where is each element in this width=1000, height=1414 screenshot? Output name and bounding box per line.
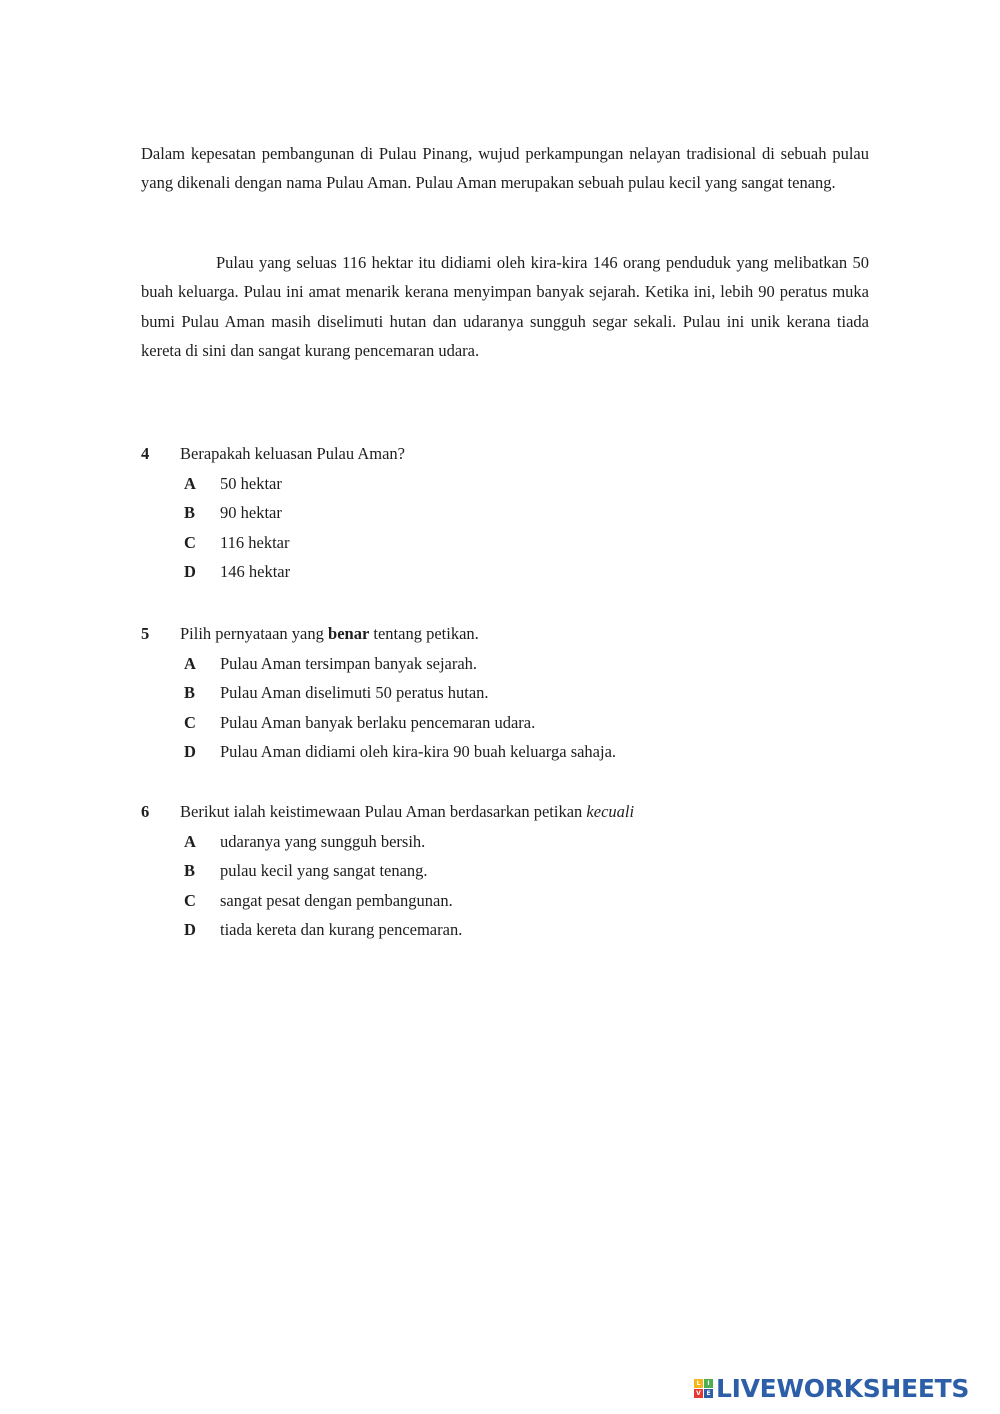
liveworksheets-branding[interactable] [694,1374,969,1403]
option-text: 90 hektar [220,503,282,522]
option-d[interactable] [141,737,881,767]
option-letter: B [184,683,196,702]
question-text: Pilih pernyataan yang [180,624,329,643]
question-emphasis: benar [328,624,370,643]
option-text: udaranya yang sungguh bersih. [220,831,426,851]
option-c[interactable] [141,708,881,738]
logo-tile-e: E [704,1389,713,1398]
option-text: 146 hektar [220,562,291,581]
option-letter: A [184,473,196,493]
logo-tile-l: L [694,1379,703,1388]
option-letter: D [184,742,196,761]
question-number: 5 [141,624,150,643]
option-text: Pulau Aman banyak berlaku pencemaran udara. [220,712,536,732]
option-text: sangat pesat dengan pembangunan. [220,890,453,910]
option-d[interactable] [141,915,881,945]
option-text: Pulau Aman diselimuti 50 peratus hutan. [220,683,489,702]
question-text: Berapakah keluasan Pulau Aman? [180,444,405,463]
option-letter: C [184,532,196,552]
option-text: pulau kecil yang sangat tenang. [220,861,428,880]
question-stem [141,619,881,649]
option-text: 50 hektar [220,473,282,493]
question-emphasis: kecuali [586,802,635,821]
question-4 [141,439,881,587]
option-b[interactable] [141,856,881,886]
option-letter: B [184,861,196,880]
question-number: 6 [141,802,150,821]
option-letter: A [184,653,196,673]
option-d[interactable] [141,557,881,587]
question-6 [141,797,881,945]
option-a[interactable] [141,469,881,499]
option-c[interactable] [141,528,881,558]
option-b[interactable] [141,678,881,708]
passage-paragraph-1: Dalam kepesatan pembangunan di Pulau Pinang, wujud perkampungan nelayan tradisional di sebuah pulau yang dikenali dengan nama Pulau Aman. Pulau Aman merupakan sebuah pulau kecil yang sangat tenang. [141,144,869,193]
question-stem [141,797,881,827]
option-letter: D [184,920,196,939]
liveworksheets-logo-text: LIVEWORKSHEETS [716,1374,970,1403]
question-text-end: tentang petikan. [369,624,479,643]
question-number: 4 [141,444,150,463]
question-text: Berikut ialah keistimewaan Pulau Aman berdasarkan petikan [180,802,587,821]
option-text: Pulau Aman tersimpan banyak sejarah. [220,653,478,673]
option-letter: C [184,890,196,910]
option-text: 116 hektar [220,532,290,552]
logo-tile-i: I [704,1379,713,1388]
liveworksheets-logo-icon [694,1379,713,1398]
option-letter: A [184,831,196,851]
option-text: Pulau Aman didiami oleh kira-kira 90 buah keluarga sahaja. [220,742,617,761]
option-letter: C [184,712,196,732]
logo-tile-v: V [694,1389,703,1398]
option-b[interactable] [141,498,881,528]
option-a[interactable] [141,827,881,857]
option-c[interactable] [141,886,881,916]
question-5 [141,619,881,767]
option-text: tiada kereta dan kurang pencemaran. [220,920,463,939]
passage-paragraph-2: Pulau yang seluas 116 hektar itu didiami oleh kira-kira 146 orang penduduk yang melibatkan 50 buah keluarga. Pulau ini amat menarik kerana menyimpan banyak sejarah. Ketika ini, lebih 90 peratus muka bumi Pulau Aman masih diselimuti hutan dan udaranya sungguh segar sekali. Pulau ini unik kerana tiada kereta di sini dan sangat kurang pencemaran udara. [141,253,869,361]
question-stem [141,439,881,469]
option-letter: D [184,562,196,581]
option-a[interactable] [141,649,881,679]
option-letter: B [184,503,196,522]
